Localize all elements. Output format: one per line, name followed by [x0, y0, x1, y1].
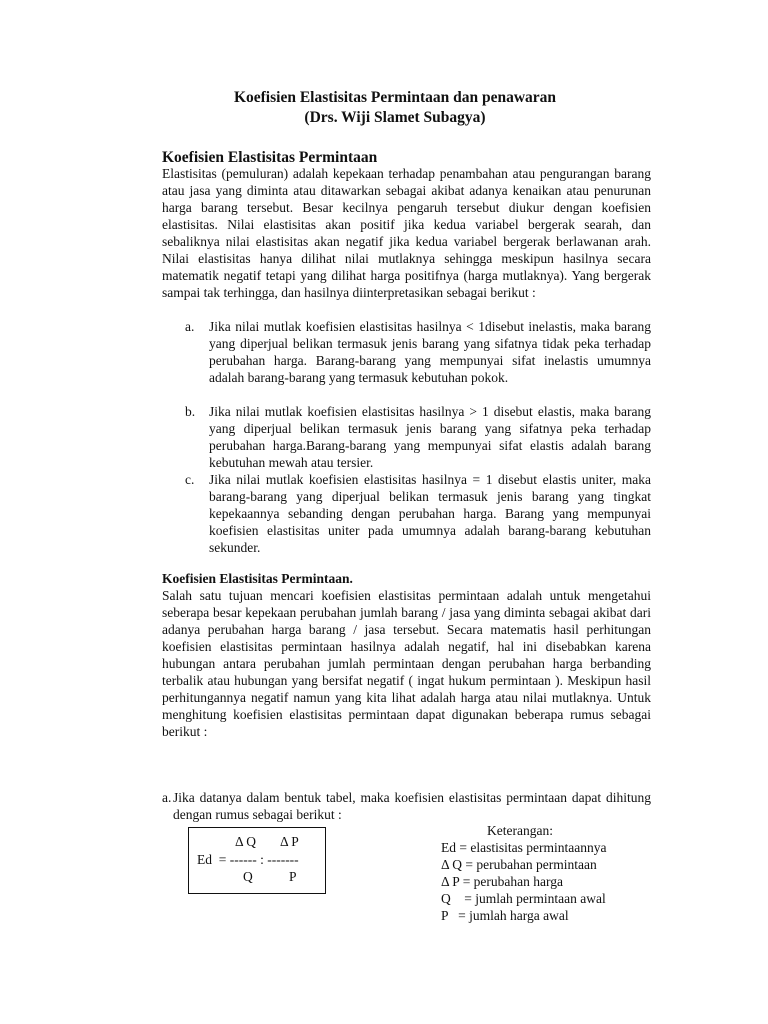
- section2-paragraph: Salah satu tujuan mencari koefisien elastisitas permintaan adalah untuk mengetahui seberapa besar kepekaan perubahan jumlah barang / jasa yang diminta sebagai akibat dari adanya perubahan harga barang / jasa tersebut. Secara matematis hasil perhitungan koefisien elastisitas permintaan hasilnya adalah negatif, hal ini disebabkan karena hubungan antara perubahan jumlah permintaan dengan perubahan harga berbanding terbalik atau hubungan yang bersifat negatif ( ingat hukum permintaan ). Meskipun hasil perhitungannya negatif namun yang kita lihat adalah harga atau nilai mutlaknya. Untuk menghitung koefisien elastisitas permintaan dapat digunakan beberapa rumus sebagai berikut :: [162, 588, 651, 739]
- list-item-label: a.: [185, 319, 195, 334]
- list-item-text: Jika nilai mutlak koefisien elastisitas hasilnya = 1 disebut elastis uniter, maka barang-barang yang diperjual belikan termasuk jenis barang yang tingkat kepekaannya sebanding dengan perubahan harga. Barang yang mempunyai koefisien elastisitas uniter pada umumnya adalah barang-barang kebutuhan sekunder.: [209, 472, 651, 555]
- notes-line: P = jumlah harga awal: [441, 908, 569, 923]
- formula-p: P: [289, 869, 297, 884]
- list-item-label: b.: [185, 404, 196, 419]
- list-item-c: [162, 471, 651, 556]
- title-line-2: (Drs. Wiji Slamet Subagya): [304, 109, 486, 126]
- list-item-b: [162, 403, 651, 471]
- list-item-label: a.: [162, 790, 172, 805]
- notes-line: Δ Q = perubahan permintaan: [441, 857, 597, 872]
- formula-equation: Ed = ------ : -------: [197, 852, 299, 867]
- list-item-text: Jika nilai mutlak koefisien elastisitas hasilnya > 1 disebut elastis, maka barang yang diperjual belikan termasuk jenis barang yang sifatnya peka terhadap perubahan harga.Barang-barang yang mempunyai sifat elastis adalah barang kebutuhan mewah atau tersier.: [209, 404, 651, 470]
- section1-paragraph: Elastisitas (pemuluran) adalah kepekaan terhadap penambahan atau pengurangan barang atau jasa yang diminta atau ditawarkan sebagai akibat adanya kenaikan atau penurunan harga barang tersebut. Besar kecilnya pengaruh tersebut diukur dengan koefisien elastisitas. Nilai elastisitas akan positif jika kedua variabel bergerak searah, dan sebaliknya nilai elastisitas akan negatif jika kedua variabel bergerak berlawanan arah. Nilai elastisitas hanya dilihat nilai mutlaknya sehingga meskipun hasilnya secara matematik negatif tetapi yang dilihat harga positifnya (harga mutlaknya). Yang bergerak sampai tak terhingga, dan hasilnya diinterpretasikan sebagai berikut :: [162, 166, 651, 300]
- title-line-1: Koefisien Elastisitas Permintaan dan penawaran: [233, 89, 557, 106]
- section3-item-a: [162, 789, 651, 823]
- notes-line: Q = jumlah permintaan awal: [441, 891, 606, 906]
- notes-heading: Keterangan:: [487, 823, 553, 838]
- notes-line: Δ P = perubahan harga: [441, 874, 564, 889]
- formula-delta-p: Δ P: [280, 834, 299, 849]
- document-title: [160, 88, 630, 128]
- notes-line: Ed = elastisitas permintaannya: [441, 840, 607, 855]
- section1-heading: Koefisien Elastisitas Permintaan: [162, 149, 378, 166]
- section2-heading: Koefisien Elastisitas Permintaan.: [162, 571, 353, 586]
- elasticity-formula-box: [188, 827, 326, 894]
- formula-q: Q: [243, 869, 253, 884]
- formula-notes: [441, 822, 681, 924]
- list-item-text: Jika nilai mutlak koefisien elastisitas hasilnya < 1disebut inelastis, maka barang yang diperjual belikan termasuk jenis barang yang sifatnya tidak peka terhadap perubahan harga. Barang-barang yang mempunyai sifat inelastis umumnya adalah barang-barang yang termasuk kebutuhan pokok.: [209, 319, 651, 385]
- list-item-a: [162, 318, 651, 386]
- list-item-label: c.: [185, 472, 195, 487]
- formula-delta-q: Δ Q: [235, 834, 257, 849]
- list-item-text: Jika datanya dalam bentuk tabel, maka koefisien elastisitas permintaan dapat dihitung dengan rumus sebagai berikut :: [173, 790, 651, 822]
